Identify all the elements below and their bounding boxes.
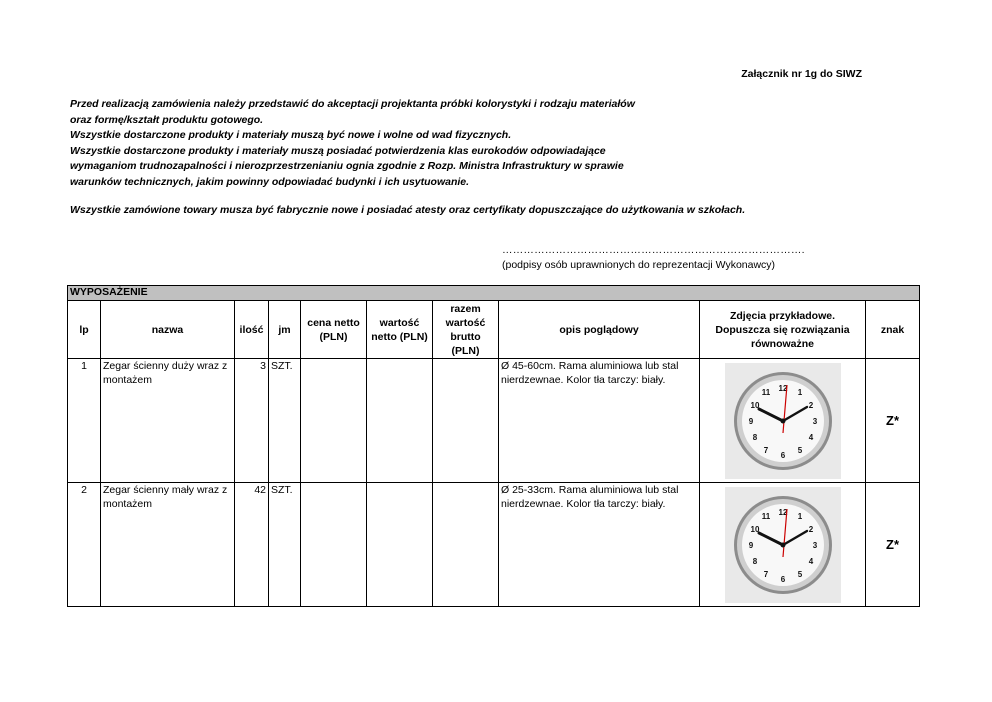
signature-label: (podpisy osób uprawnionych do reprezentacji Wykonawcy) — [502, 259, 776, 271]
intro-line: Wszystkie zamówione towary musza być fabrycznie nowe i posiadać atesty oraz certyfikaty dopuszczające do użytkowania w szkołach. — [70, 204, 746, 216]
intro-line: Wszystkie dostarczone produkty i materiały muszą być nowe i wolne od wad fizycznych. — [70, 129, 512, 141]
col-cena: cena netto (PLN) — [301, 301, 367, 359]
svg-text:6: 6 — [780, 574, 785, 584]
svg-text:3: 3 — [812, 540, 817, 550]
cell-jm: SZT. — [269, 359, 301, 483]
col-ilosc: ilość — [235, 301, 269, 359]
cell-ilosc: 3 — [235, 359, 269, 483]
cell-cena — [301, 359, 367, 483]
intro-line: Przed realizacją zamówienia należy przedstawić do akceptacji projektanta próbki kolorystyki i rodzaju materiałów — [70, 98, 635, 110]
col-jm: jm — [269, 301, 301, 359]
wall-clock-image — [725, 487, 841, 603]
svg-text:3: 3 — [812, 416, 817, 426]
intro-line: warunków technicznych, jakim powinny odpowiadać budynki i ich usytuowanie. — [70, 175, 470, 188]
table-row — [68, 359, 920, 483]
cell-nazwa: Zegar ścienny duży wraz z montażem — [101, 359, 235, 483]
svg-text:11: 11 — [761, 511, 770, 521]
cell-wartosc — [367, 359, 433, 483]
svg-text:5: 5 — [797, 445, 802, 455]
svg-text:2: 2 — [808, 524, 813, 534]
svg-text:10: 10 — [750, 524, 759, 534]
cell-nazwa: Zegar ścienny mały wraz z montażem — [101, 483, 235, 607]
intro-line: Wszystkie dostarczone produkty i materiały muszą posiadać potwierdzenia klas eurokodów odpowiadające — [70, 144, 606, 157]
cell-lp: 2 — [68, 483, 101, 607]
cell-jm: SZT. — [269, 483, 301, 607]
svg-text:9: 9 — [748, 540, 753, 550]
section-header: WYPOSAŻENIE — [68, 286, 920, 301]
cell-razem — [433, 483, 499, 607]
svg-text:2: 2 — [808, 400, 813, 410]
svg-text:12: 12 — [778, 507, 787, 517]
signature-block — [502, 243, 805, 273]
col-znak: znak — [866, 301, 920, 359]
svg-text:4: 4 — [808, 556, 813, 566]
intro-text — [70, 97, 870, 219]
equipment-table — [67, 285, 920, 607]
attachment-label: Załącznik nr 1g do SIWZ — [741, 68, 862, 80]
col-lp: lp — [68, 301, 101, 359]
svg-text:12: 12 — [778, 383, 787, 393]
col-razem: razem wartość brutto (PLN) — [433, 301, 499, 359]
cell-razem — [433, 359, 499, 483]
cell-photo — [700, 483, 866, 607]
wall-clock-image — [725, 363, 841, 479]
svg-text:11: 11 — [761, 387, 770, 397]
svg-text:4: 4 — [808, 432, 813, 442]
cell-lp: 1 — [68, 359, 101, 483]
cell-znak: Z* — [866, 483, 920, 607]
svg-text:7: 7 — [763, 445, 768, 455]
col-nazwa: nazwa — [101, 301, 235, 359]
cell-wartosc — [367, 483, 433, 607]
cell-photo — [700, 359, 866, 483]
col-zdjecia: Zdjęcia przykładowe. Dopuszcza się rozwiązania równoważne — [700, 301, 866, 359]
svg-text:7: 7 — [763, 569, 768, 579]
intro-line: oraz formę/kształt produktu gotowego. — [70, 113, 264, 126]
svg-text:1: 1 — [797, 511, 802, 521]
col-opis: opis poglądowy — [499, 301, 700, 359]
svg-text:9: 9 — [748, 416, 753, 426]
signature-dots: …………………………………………………………………………. — [502, 244, 805, 256]
cell-ilosc: 42 — [235, 483, 269, 607]
cell-znak: Z* — [866, 359, 920, 483]
svg-text:5: 5 — [797, 569, 802, 579]
svg-text:1: 1 — [797, 387, 802, 397]
svg-text:8: 8 — [752, 432, 757, 442]
table-row — [68, 483, 920, 607]
cell-opis: Ø 45-60cm. Rama aluminiowa lub stal nierdzewnae. Kolor tła tarczy: biały. — [499, 359, 700, 483]
cell-opis: Ø 25-33cm. Rama aluminiowa lub stal nierdzewnae. Kolor tła tarczy: biały. — [499, 483, 700, 607]
svg-text:8: 8 — [752, 556, 757, 566]
col-wartosc: wartość netto (PLN) — [367, 301, 433, 359]
svg-text:6: 6 — [780, 450, 785, 460]
cell-cena — [301, 483, 367, 607]
intro-line: wymaganiom trudnozapalności i nierozprzestrzenianiu ognia zgodnie z Rozp. Ministra Infrastruktury w sprawie — [70, 160, 624, 172]
svg-text:10: 10 — [750, 400, 759, 410]
